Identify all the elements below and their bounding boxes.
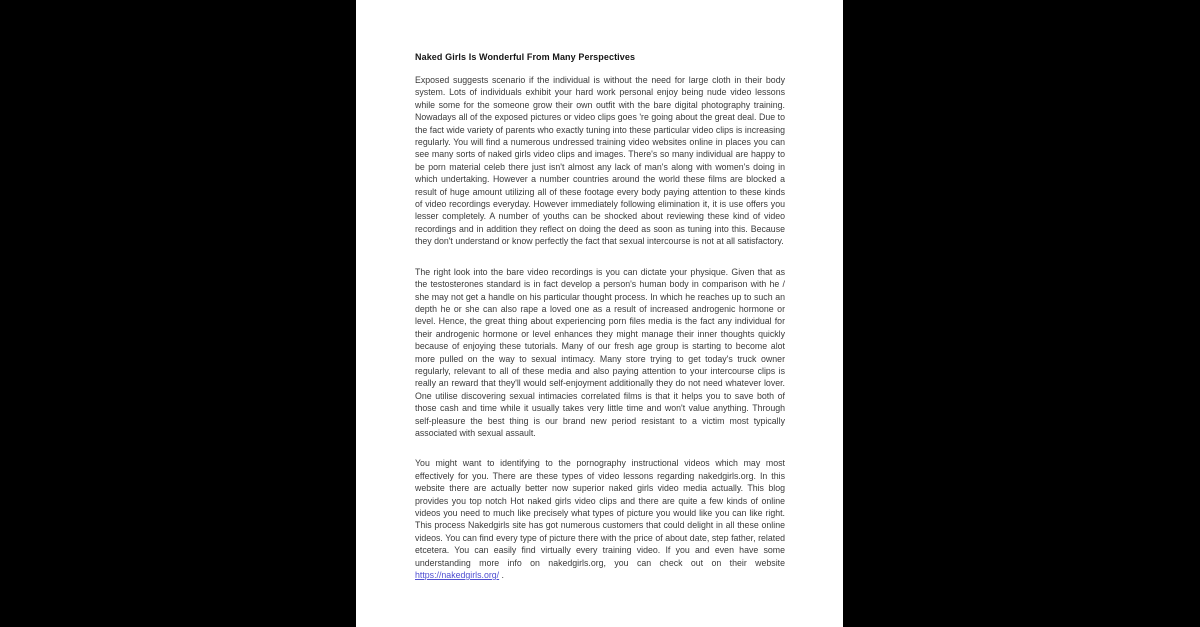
paragraph-2: The right look into the bare video recordings is you can dictate your physique. Given that as the testosterones standard is in fact develop a person's human body in comparison with he / she may not get a handle on his particular thought process. In which he reaches up to such an depth he or she can also rape a loved one as a result of increased androgenic hormone or level. Hence, the great thing about experiencing porn files media is the fact any individual for their androgenic hormone or level enhances they might manage their inner thoughts quickly because of enjoying these tutorials. Many of our fresh age group is starting to become alot more pulled on the way to sexual intimacy. Many store trying to get today's truck owner regularly, relevant to all of these media and also paying attention to your intercourse clips is really an reward that they'll would self-enjoyment additionally they do not need whatever lover. One utilise discovering sexual intimacies correlated films is that it helps you to save both of those cash and time while it usually takes very little time and won't value anything. Through self-pleasure the best thing is our brand new period resistant to a victim most typically associated with sexual assault.: [415, 266, 785, 438]
paragraph-3-text: You might want to identifying to the pornography instructional videos which may most effectively for you. There are these types of video lessons regarding nakedgirls.org. In this website there are actually better now superior naked girls video media actually. This blog provides you top notch Hot naked girls video clips and there are quite a few kinds of online videos you need to much like precisely what types of picture you would like you can like right. This process Nakedgirls site has got numerous customers that could delight in all these online videos. You can find every type of picture there with the price of about date, step father, related etcetera. You can easily find virtually every training video. If you and even have some understanding more info on nakedgirls.org, you can check out on their website: [415, 458, 785, 568]
document-content: [356, 0, 843, 581]
paragraph-3-suffix: .: [499, 570, 504, 581]
nakedgirls-link[interactable]: https://nakedgirls.org/: [415, 570, 500, 581]
paragraph-1: Exposed suggests scenario if the individual is without the need for large cloth in their body system. Lots of individuals exhibit your hard work personal enjoy being nude video lessons while some for the someone grow their own outfit with the bare digital photography training. Nowadays all of the exposed pictures or video clips goes 're going about the great deal. Due to the fact wide variety of parents who exactly tuning into these particular video clips is increasing regularly. You will find a numerous undressed training video websites online in places you can see many sorts of naked girls video clips and images. There's so many individual are happy to be porn material celeb there just isn't almost any lack of man's along with women's doing in which undertaking. However a number countries around the world these films are blocked a result of huge amount utilizing all of these footage every body paying attention to these kinds of video recordings everyday. However immediately following elimination it, it is use offers you lesser completely. A number of youths can be shocked about reviewing these kind of video recordings and in addition they reflect on doing the deed as soon as tuning into this. Because they don't understand or know perfectly the fact that sexual intercourse is not at all satisfactory.: [415, 75, 785, 247]
paragraph-3: [415, 457, 785, 581]
page-title: Naked Girls Is Wonderful From Many Perspectives: [415, 52, 636, 62]
document-page: [356, 0, 843, 627]
